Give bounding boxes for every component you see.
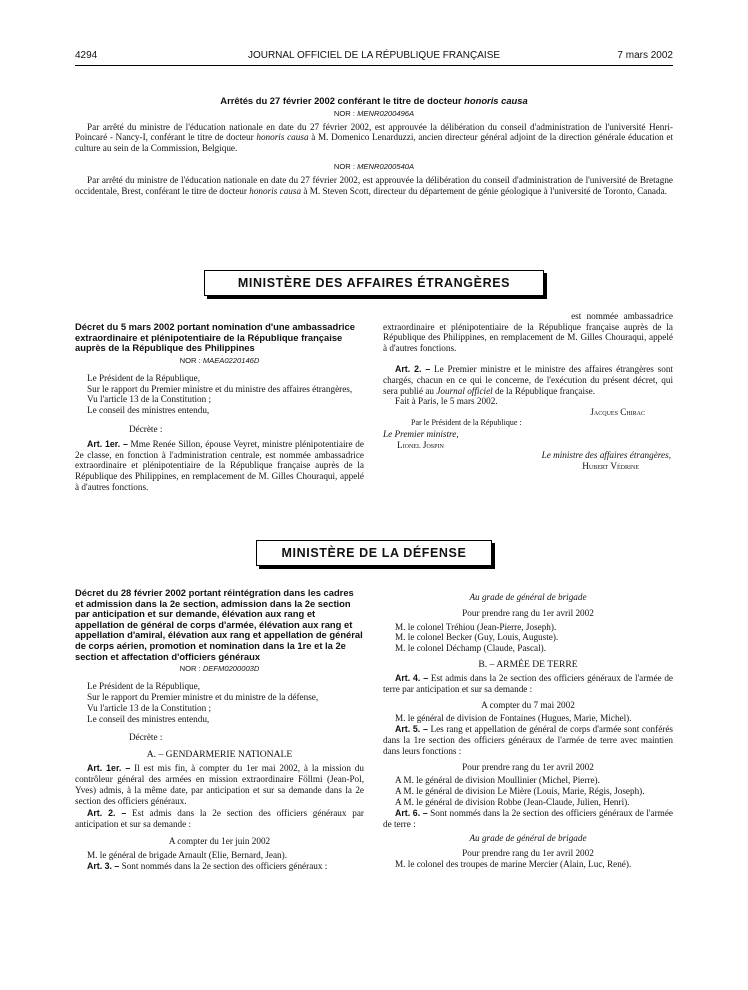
decree-title: Décret du 28 février 2002 portant réintégration dans les cadres et admission dans la 2e section, admission dans la 2e section par anticipation et sur demande, élévation aux rang et appellation de général de corps d'armée, élévation aux rang et appellation d'amiral, élévation aux rang et appellation de général de corps aérien, promotion et nomination dans la 1re et la 2e section et affectation d'officiers généraux <box>75 587 363 662</box>
nor-code: NOR : MAEA0220146D <box>179 355 260 365</box>
section-gendarmerie: A. – GENDARMERIE NATIONALE <box>146 749 293 761</box>
grade-heading: Au grade de général de brigade <box>469 833 587 844</box>
article-4: Art. 4. – Est admis dans la 2e section des officiers généraux de l'armée de terre par anticipation et sur sa demande : <box>383 672 673 694</box>
date-heading: Pour prendre rang du 1er avril 2002 <box>462 607 594 618</box>
mae-right-column <box>383 310 673 472</box>
article-2: Art. 2. – Le Premier ministre et le ministre des affaires étrangères sont chargés, chacun en ce qui le concerne, de l'exécution du présent décret, qui sera publié au Journal officiel de la République française. <box>383 364 673 396</box>
officer-becker: M. le colonel Becker (Guy, Louis, Auguste). <box>395 632 559 643</box>
officer-dechamp: M. le colonel Déchamp (Claude, Pascal). <box>395 643 547 654</box>
officer-mercier: M. le colonel des troupes de marine Mercier (Alain, Luc, René). <box>395 858 632 869</box>
article-6: Art. 6. – Sont nommés dans la 2e section des officiers généraux de l'armée de terre : <box>383 807 673 829</box>
preamble-president: Le Président de la République, <box>87 372 201 383</box>
decrete: Décrète : <box>129 732 163 743</box>
article-1-continued: est nommée ambassadrice extraordinaire et plénipotentiaire de la République française auprès de la République des Philippines, en remplacement de M. Gilles Chouraqui, appelé à d'autres fonctions. <box>383 310 673 354</box>
nor-code: NOR : DEFM0200003D <box>179 664 260 674</box>
article-1: Art. 1er. – Mme Renée Sillon, épouse Veyret, ministre plénipotentiaire de 2e classe, en fonction à l'administration centrale, est nommée ambassadrice extraordinaire et plénipotentiaire de la République française auprès de la République des Philippines, en remplacement de M. Gilles Chouraqui, appelé à d'autres fonctions. <box>75 438 364 492</box>
preamble-conseil: Le conseil des ministres entendu, <box>87 405 210 416</box>
article-1: Art. 1er. – Il est mis fin, à compter du 1er mai 2002, à la mission du contrôleur général des armées en mission extraordinaire Föllmi (Jean-Pol, Yves) admis, à la même date, par anticipation et sur sa demande dans la 2e section des officiers généraux. <box>75 763 364 806</box>
nor-code: NOR : MENR0200496A <box>333 108 415 118</box>
arretes-title: Arrêtés du 27 février 2002 conférant le titre de docteur honoris causa <box>220 95 528 106</box>
signature-president: Jacques Chirac <box>590 407 645 418</box>
preamble-conseil: Le conseil des ministres entendu, <box>87 713 210 724</box>
premier-ministre-name: Lionel Jospin <box>397 439 444 450</box>
article-5: Art. 5. – Les rang et appellation de général de corps d'armée sont conférés dans la 1re section des officiers généraux de l'armée de terre avec maintien dans leurs fonctions : <box>383 724 673 756</box>
ministre-name: Hubert Védrine <box>582 461 639 472</box>
officer-le-miere: A M. le général de division Le Mière (Louis, Marie, Régis, Joseph). <box>395 786 645 797</box>
defense-left-column <box>75 588 364 871</box>
date-heading: A compter du 7 mai 2002 <box>481 699 575 710</box>
mae-left-column <box>75 321 364 492</box>
fait-a-paris: Fait à Paris, le 5 mars 2002. <box>395 396 498 407</box>
arrete-paragraph-2: Par arrêté du ministre de l'éducation nationale en date du 27 février 2002, est approuvée la délibération du conseil d'administration de l'université de Bretagne occidentale, Brest, conférant le titre de docteur honoris causa à M. Steven Scott, directeur du département de génie géologique à l'université de Toronto, Canada. <box>75 174 673 196</box>
date-heading: Pour prendre rang du 1er avril 2002 <box>462 761 594 772</box>
officer-fontaines: M. le général de division de Fontaines (Hugues, Marie, Michel). <box>395 713 632 724</box>
par-le-president: Par le Président de la République : <box>411 417 522 427</box>
preamble-president: Le Président de la République, <box>87 681 201 692</box>
premier-ministre-title: Le Premier ministre, <box>383 428 459 439</box>
preamble-constitution: Vu l'article 13 de la Constitution ; <box>87 394 212 405</box>
nor-code: NOR : MENR0200540A <box>333 161 415 171</box>
header-rule <box>75 65 673 66</box>
date-heading: Pour prendre rang du 1er avril 2002 <box>462 848 594 859</box>
journal-title: JOURNAL OFFICIEL DE LA RÉPUBLIQUE FRANÇAISE <box>247 50 501 61</box>
officer-moullinier: A M. le général de division Moullinier (Michel, Pierre). <box>395 775 600 786</box>
arrete-paragraph-1: Par arrêté du ministre de l'éducation nationale en date du 27 février 2002, est approuvée la délibération du conseil d'administration de l'université Henri-Poincaré - Nancy-I, conférant le titre de docteur honoris causa à M. Domenico Lenarduzzi, ancien directeur général adjoint de la direction générale éducation et culture au sein de la Commission, Belgique. <box>75 121 674 154</box>
officer-robbe: A M. le général de division Robbe (Jean-Claude, Julien, Henri). <box>395 796 630 807</box>
grade-heading: Au grade de général de brigade <box>469 592 587 602</box>
decree-title: Décret du 5 mars 2002 portant nomination d'une ambassadrice extraordinaire et plénipotentiaire de la République française auprès de la République des Philippines <box>75 321 355 354</box>
preamble-rapport: Sur le rapport du Premier ministre et du ministre de la défense, <box>87 691 319 702</box>
page-number: 4294 <box>75 50 98 61</box>
officer-trehiou: M. le colonel Tréhiou (Jean-Pierre, Joseph). <box>395 621 557 632</box>
arretes-section <box>75 96 673 197</box>
ministry-heading-affaires-etrangeres: MINISTÈRE DES AFFAIRES ÉTRANGÈRES <box>204 270 544 296</box>
ministry-heading-defense: MINISTÈRE DE LA DÉFENSE <box>256 540 492 566</box>
date-heading: A compter du 1er juin 2002 <box>168 835 271 846</box>
decrete: Décrète : <box>129 423 163 434</box>
defense-right-column <box>383 592 673 870</box>
officer-arnault: M. le général de brigade Arnault (Elie, Bernard, Jean). <box>87 849 288 860</box>
article-2: Art. 2. – Est admis dans la 2e section des officiers généraux par anticipation et sur sa demande : <box>75 808 364 830</box>
article-3: Art. 3. – Sont nommés dans la 2e section des officiers généraux : <box>87 860 328 871</box>
ministre-title: Le ministre des affaires étrangères, <box>541 450 671 461</box>
issue-date: 7 mars 2002 <box>617 50 673 61</box>
page-header <box>75 50 673 64</box>
section-armee-de-terre: B. – ARMÉE DE TERRE <box>478 658 578 670</box>
preamble-constitution: Vu l'article 13 de la Constitution ; <box>87 702 212 713</box>
preamble-rapport: Sur le rapport du Premier ministre et du ministre des affaires étrangères, <box>87 383 353 394</box>
